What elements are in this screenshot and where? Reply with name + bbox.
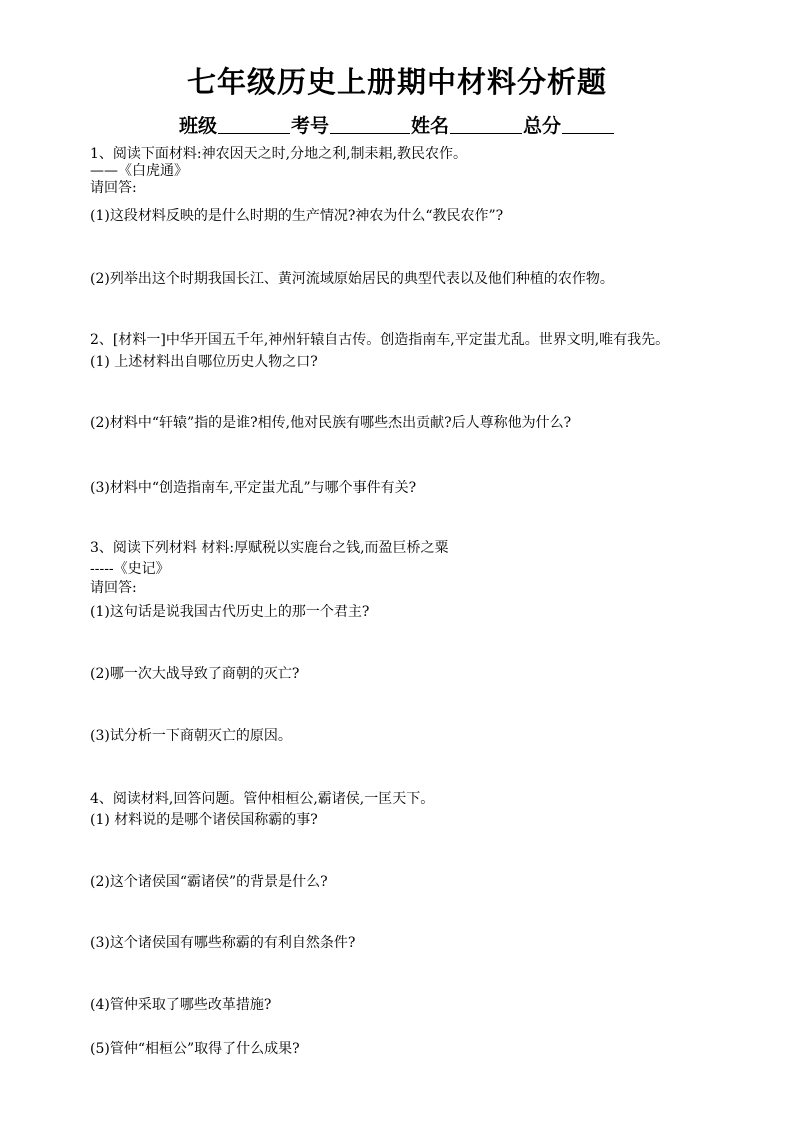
q3-sub2: (2)哪一次大战导致了商朝的灭亡?: [90, 666, 300, 682]
q2-sub3: (3)材料中“创造指南车,平定蚩尤乱”与哪个事件有关?: [90, 480, 417, 496]
score-blank[interactable]: [562, 115, 614, 134]
q3-prompt: 请回答:: [90, 580, 137, 596]
class-blank[interactable]: [218, 115, 290, 134]
q3-sub3: (3)试分析一下商朝灭亡的原因。: [90, 728, 292, 744]
q1-sub2: (2)列举出这个时期我国长江、黄河流域原始居民的典型代表以及他们种植的农作物。: [90, 271, 614, 287]
q4-sub1: (1) 材料说的是哪个诸侯国称霸的事?: [90, 812, 318, 828]
q2-sub2: (2)材料中“轩辕”指的是谁?相传,他对民族有哪些杰出贡献?后人尊称他为什么?: [90, 415, 572, 431]
name-label: 姓名: [411, 115, 450, 137]
q3-sub1: (1)这句话是说我国古代历史上的那一个君主?: [90, 604, 370, 620]
q2-sub1: (1) 上述材料出自哪位历史人物之口?: [90, 354, 318, 370]
name-blank[interactable]: [450, 115, 522, 134]
q3-source: -----《史记》: [90, 561, 170, 577]
q1-material: 1、阅读下面材料:神农因天之时,分地之利,制耒耜,教民农作。: [90, 146, 467, 162]
q1-sub1: (1)这段材料反映的是什么时期的生产情况?神农为什么“教民农作”?: [90, 208, 504, 224]
q3-material: 3、阅读下列材料 材料:厚赋税以实鹿台之钱,而盈巨桥之粟: [90, 540, 449, 556]
q4-sub3: (3)这个诸侯国有哪些称霸的有利自然条件?: [90, 935, 356, 951]
page-title: 七年级历史上册期中材料分析题: [186, 65, 607, 99]
q4-material: 4、阅读材料,回答问题。管仲相桓公,霸诸侯,一匡天下。: [90, 791, 435, 807]
student-info-row: [0, 111, 794, 138]
q1-prompt: 请回答:: [90, 180, 137, 196]
class-label: 班级: [178, 115, 217, 137]
exam-no-label: 考号: [290, 115, 329, 137]
q4-sub2: (2)这个诸侯国“霸诸侯”的背景是什么?: [90, 874, 328, 890]
q1-source: ——《白虎通》: [90, 163, 188, 179]
exam-no-blank[interactable]: [330, 115, 410, 134]
q2-material: 2、[材料一]中华开国五千年,神州轩辕自古传。创造指南车,平定蚩尤乱。世界文明,唯有我先。: [90, 332, 670, 348]
score-label: 总分: [523, 115, 562, 137]
q4-sub5: (5)管仲“相桓公”取得了什么成果?: [90, 1041, 300, 1057]
q4-sub4: (4)管仲采取了哪些改革措施?: [90, 997, 272, 1013]
